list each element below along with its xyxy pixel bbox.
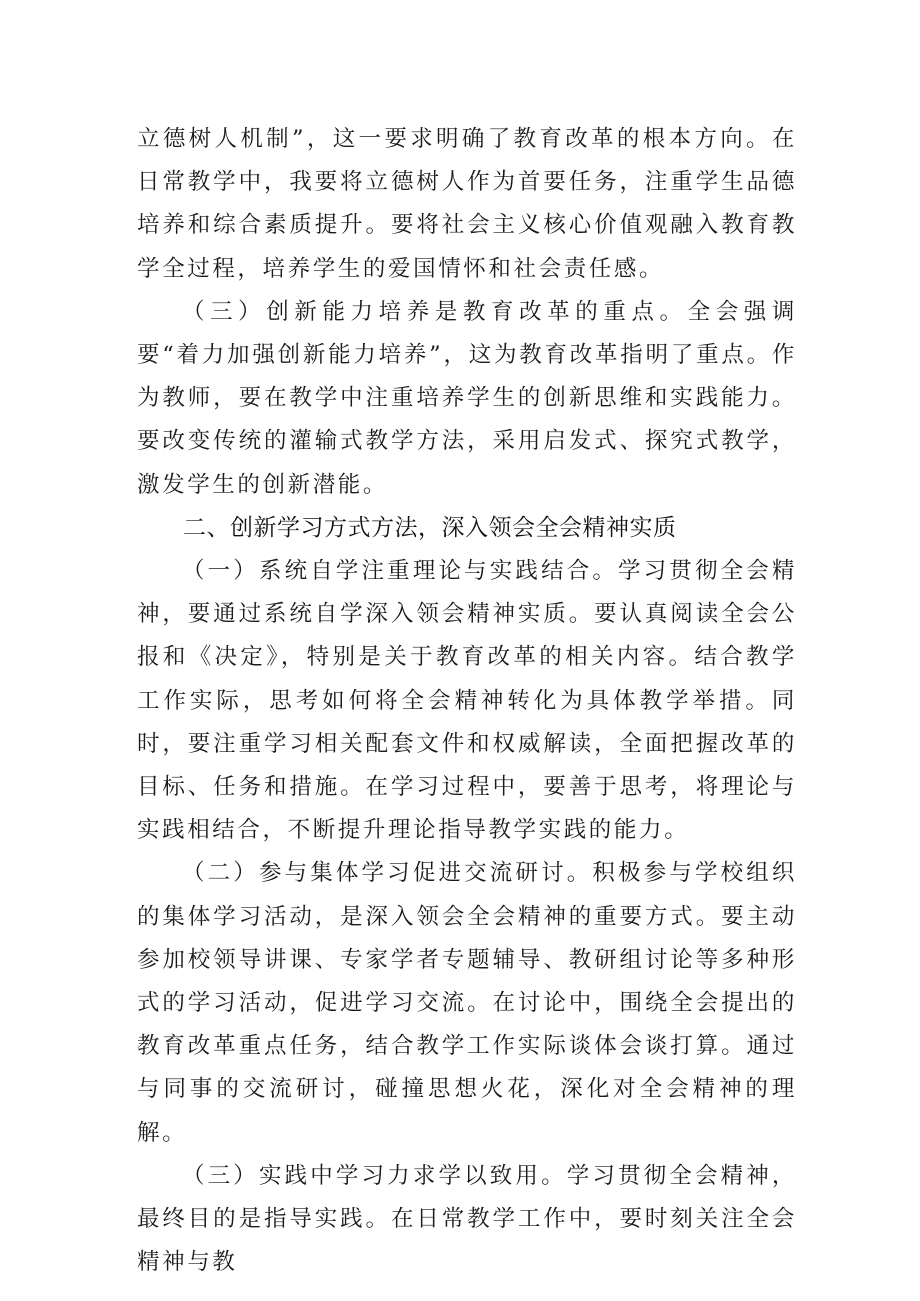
paragraph-self-study: （一）系统自学注重理论与实践结合。学习贯彻全会精神，要通过系统自学深入领会精神实质。要认真阅读全会公报和《决定》，特别是关于教育改革的相关内容。结合教学工作实际，思考如何将全会精神转化为具体教学举措。同时，要注重学习相关配套文件和权威解读，全面把握改革的目标、任务和措施。在学习过程中，要善于思考，将理论与实践相结合，不断提升理论指导教学实践的能力。 [137,558,797,844]
paragraph-continuation: 立德树人机制”，这一要求明确了教育改革的根本方向。在日常教学中，我要将立德树人作为首要任务，注重学生品德培养和综合素质提升。要将社会主义核心价值观融入教育教学全过程，培养学生的爱国情怀和社会责任感。 [137,126,797,282]
paragraph-group-study: （二）参与集体学习促进交流研讨。积极参与学校组织的集体学习活动，是深入领会全会精神的重要方式。要主动参加校领导讲课、专家学者专题辅导、教研组讨论等多种形式的学习活动，促进学习交流。在讨论中，围绕全会提出的教育改革重点任务，结合教学工作实际谈体会谈打算。通过与同事的交流研讨，碰撞思想火花，深化对全会精神的理解。 [137,860,797,1146]
paragraph-practice-study: （三）实践中学习力求学以致用。学习贯彻全会精神，最终目的是指导实践。在日常教学工作中，要时刻关注全会精神与教 [137,1162,797,1276]
section-heading: 二、创新学习方式方法，深入领会全会精神实质 [183,514,677,541]
document-body [137,118,797,1284]
paragraph-innovation-ability: （三）创新能力培养是教育改革的重点。全会强调要“着力加强创新能力培养”，这为教育改革指明了重点。作为教师，要在教学中注重培养学生的创新思维和实践能力。要改变传统的灌输式教学方法，采用启发式、探究式教学，激发学生的创新潜能。 [137,298,797,498]
